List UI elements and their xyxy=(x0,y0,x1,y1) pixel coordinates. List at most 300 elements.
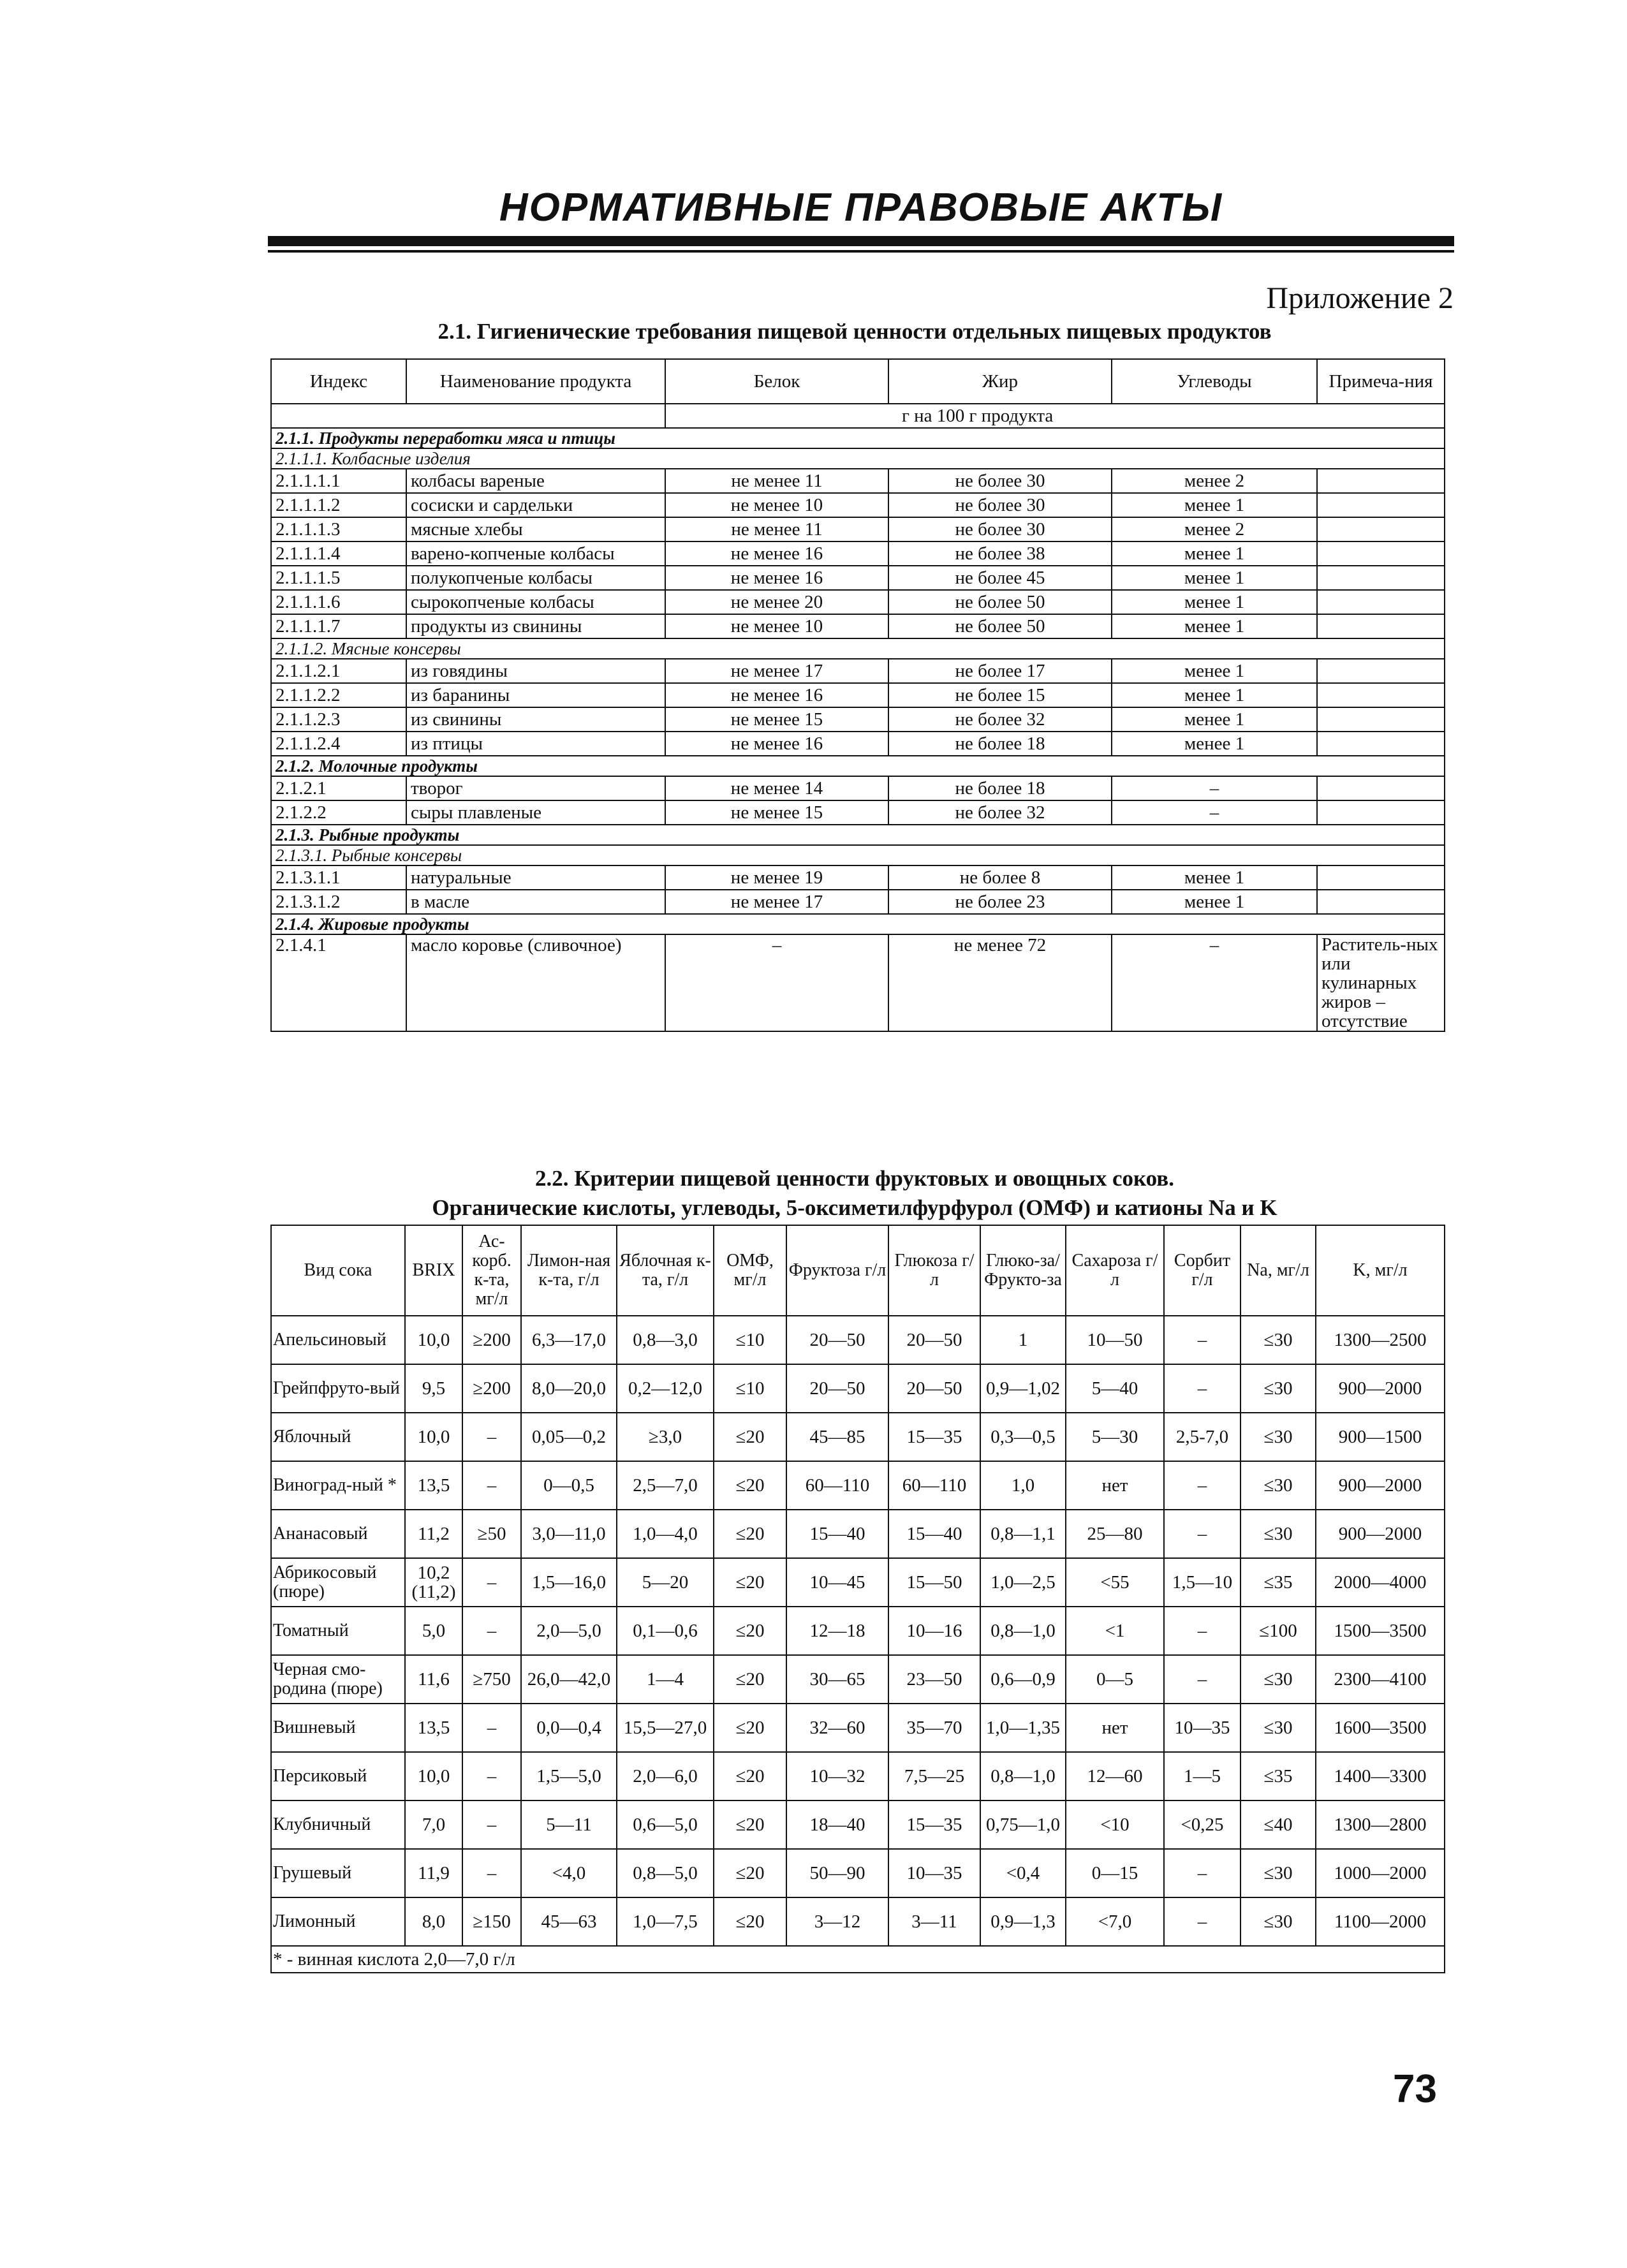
table2-cell: 900—2000 xyxy=(1316,1364,1445,1413)
table1-cell: 2.1.3.1.2 xyxy=(271,890,406,914)
table1-cell: менее 1 xyxy=(1112,614,1317,638)
table1-cell xyxy=(1317,683,1445,707)
table-row xyxy=(271,1752,1445,1800)
table2-cell: 6,3—17,0 xyxy=(521,1316,617,1364)
table1-cell: – xyxy=(665,934,888,1031)
table2-cell: 32—60 xyxy=(786,1704,888,1752)
table2-cell: ≤20 xyxy=(714,1607,786,1655)
table1-cell xyxy=(1317,590,1445,614)
table-row xyxy=(271,1364,1445,1413)
table2-cell: ≤20 xyxy=(714,1413,786,1461)
table1-cell: не менее 15 xyxy=(665,800,888,825)
table1-cell: менее 1 xyxy=(1112,732,1317,756)
table1-cell: не более 50 xyxy=(888,590,1112,614)
table2-cell: – xyxy=(462,1800,521,1849)
table2-header-cell: BRIX xyxy=(405,1225,462,1316)
table1-cell: не менее 10 xyxy=(665,493,888,517)
table2-cell: 13,5 xyxy=(405,1461,462,1510)
table1-cell: менее 1 xyxy=(1112,493,1317,517)
table2-cell: ≤35 xyxy=(1240,1558,1316,1607)
table1-cell: не менее 14 xyxy=(665,776,888,800)
table2-cell: ≤30 xyxy=(1240,1510,1316,1558)
table2-cell: <4,0 xyxy=(521,1849,617,1897)
table2-cell: <0,4 xyxy=(980,1849,1066,1897)
table1-cell: менее 1 xyxy=(1112,590,1317,614)
table1-cell xyxy=(1317,890,1445,914)
table2-cell: 1—4 xyxy=(617,1655,714,1704)
table2-cell: 2000—4000 xyxy=(1316,1558,1445,1607)
table1-cell: не менее 72 xyxy=(888,934,1112,1031)
table2-cell: Персиковый xyxy=(271,1752,405,1800)
table1-cell: сырокопченые колбасы xyxy=(406,590,665,614)
table2-header-cell: Глюко-за/ Фрукто-за xyxy=(980,1225,1066,1316)
table2-cell: Ананасовый xyxy=(271,1510,405,1558)
table1-cell: из свинины xyxy=(406,707,665,732)
table2-cell: 10—35 xyxy=(888,1849,980,1897)
table2-header-cell: Лимон-ная к-та, г/л xyxy=(521,1225,617,1316)
table2-cell: 60—110 xyxy=(888,1461,980,1510)
table1-cell: не менее 19 xyxy=(665,865,888,890)
table2-title xyxy=(268,1164,1441,1223)
table1-cell: не более 15 xyxy=(888,683,1112,707)
table2-footnote-row xyxy=(271,1946,1445,1973)
table1-header-cell: Индекс xyxy=(271,359,406,404)
table1-cell: не более 32 xyxy=(888,707,1112,732)
table1-section-row xyxy=(271,914,1445,934)
table1-cell: не более 30 xyxy=(888,517,1112,541)
table1-cell: из говядины xyxy=(406,659,665,683)
table2-cell: Грушевый xyxy=(271,1849,405,1897)
table2-cell: 1—5 xyxy=(1164,1752,1240,1800)
table2-cell: 15—35 xyxy=(888,1413,980,1461)
table2-cell: Грейпфруто-вый xyxy=(271,1364,405,1413)
table2-cell: – xyxy=(1164,1897,1240,1946)
table2-cell: 1600—3500 xyxy=(1316,1704,1445,1752)
table1-cell: 2.1.1.1.3 xyxy=(271,517,406,541)
table2-cell: 2300—4100 xyxy=(1316,1655,1445,1704)
table-row xyxy=(271,1316,1445,1364)
table2-cell: ≥200 xyxy=(462,1364,521,1413)
table2-cell: 1400—3300 xyxy=(1316,1752,1445,1800)
table1-cell: не более 17 xyxy=(888,659,1112,683)
table2-cell: 10,2 (11,2) xyxy=(405,1558,462,1607)
table-row xyxy=(271,1800,1445,1849)
table2-cell: ≤20 xyxy=(714,1655,786,1704)
table1-cell: не более 50 xyxy=(888,614,1112,638)
table2-cell: ≥3,0 xyxy=(617,1413,714,1461)
table2-cell: Вишневый xyxy=(271,1704,405,1752)
table2-cell: – xyxy=(1164,1316,1240,1364)
table1-section-label: 2.1.4. Жировые продукты xyxy=(271,914,1445,934)
table2-cell: 900—2000 xyxy=(1316,1510,1445,1558)
table1-header-cell: Примеча-ния xyxy=(1317,359,1445,404)
table1-cell: не менее 20 xyxy=(665,590,888,614)
table1-cell xyxy=(1317,493,1445,517)
table1-cell: не более 32 xyxy=(888,800,1112,825)
table1-header-cell: Углеводы xyxy=(1112,359,1317,404)
table2-header-cell: Ас-корб. к-та, мг/л xyxy=(462,1225,521,1316)
table2-cell: ≤30 xyxy=(1240,1364,1316,1413)
table2-cell: ≤35 xyxy=(1240,1752,1316,1800)
table1-cell: не менее 17 xyxy=(665,890,888,914)
table2-cell: 2,0—5,0 xyxy=(521,1607,617,1655)
table1-units-row xyxy=(271,404,1445,428)
table2-cell: – xyxy=(1164,1849,1240,1897)
table2-cell: <55 xyxy=(1066,1558,1164,1607)
table1-cell: не менее 16 xyxy=(665,541,888,566)
table2-cell: 15—35 xyxy=(888,1800,980,1849)
table-row xyxy=(271,566,1445,590)
table2-cell: 11,2 xyxy=(405,1510,462,1558)
table-row xyxy=(271,1461,1445,1510)
table-row xyxy=(271,469,1445,493)
table2-cell: ≤20 xyxy=(714,1558,786,1607)
table2-cell: 10—35 xyxy=(1164,1704,1240,1752)
table2-header-cell: Сахароза г/л xyxy=(1066,1225,1164,1316)
table2-cell: ≥150 xyxy=(462,1897,521,1946)
table2-cell: 0,0—0,4 xyxy=(521,1704,617,1752)
table1-cell xyxy=(1317,800,1445,825)
table2-cell: ≤40 xyxy=(1240,1800,1316,1849)
table2-cell: – xyxy=(1164,1655,1240,1704)
table1-section-label: 2.1.1.2. Мясные консервы xyxy=(271,638,1445,659)
table2-header-cell: Фруктоза г/л xyxy=(786,1225,888,1316)
table2-header-cell: ОМФ, мг/л xyxy=(714,1225,786,1316)
table2-header-cell: Вид сока xyxy=(271,1225,405,1316)
table1-cell: продукты из свинины xyxy=(406,614,665,638)
table2-cell: ≤30 xyxy=(1240,1849,1316,1897)
table2-cell: 1 xyxy=(980,1316,1066,1364)
table1-cell xyxy=(1317,707,1445,732)
table1-section-row xyxy=(271,756,1445,776)
table1-cell: 2.1.1.2.4 xyxy=(271,732,406,756)
table2-cell: 1,0—7,5 xyxy=(617,1897,714,1946)
table2-cell: 20—50 xyxy=(888,1316,980,1364)
table1-header-cell: Белок xyxy=(665,359,888,404)
table2-cell: Черная смо-родина (пюре) xyxy=(271,1655,405,1704)
table2-cell: ≤20 xyxy=(714,1752,786,1800)
table2-cell: <7,0 xyxy=(1066,1897,1164,1946)
table2-cell: 1,5—16,0 xyxy=(521,1558,617,1607)
page-header-title: НОРМАТИВНЫЕ ПРАВОВЫЕ АКТЫ xyxy=(499,186,1223,230)
table2-cell: 1300—2500 xyxy=(1316,1316,1445,1364)
table-row xyxy=(271,732,1445,756)
nutrition-requirements-table xyxy=(270,358,1445,1032)
table2-header-cell: Яблочная к-та, г/л xyxy=(617,1225,714,1316)
table1-cell: сыры плавленые xyxy=(406,800,665,825)
table2-cell: 0,1—0,6 xyxy=(617,1607,714,1655)
table1-subsection-row xyxy=(271,845,1445,865)
table2-title-line1: 2.2. Критерии пищевой ценности фруктовых и овощных соков. xyxy=(535,1166,1174,1191)
table2-cell: 10,0 xyxy=(405,1752,462,1800)
table2-cell: ≤30 xyxy=(1240,1655,1316,1704)
table1-cell xyxy=(1317,517,1445,541)
table2-cell: 10—32 xyxy=(786,1752,888,1800)
table2-cell: 13,5 xyxy=(405,1704,462,1752)
table1-cell xyxy=(1317,566,1445,590)
table-row xyxy=(271,683,1445,707)
table1-cell: 2.1.1.1.4 xyxy=(271,541,406,566)
table2-header-cell: Na, мг/л xyxy=(1240,1225,1316,1316)
table2-cell: – xyxy=(462,1461,521,1510)
table2-title-line2: Органические кислоты, углеводы, 5-оксиметилфурфурол (ОМФ) и катионы Na и K xyxy=(432,1195,1277,1220)
table2-cell: 7,0 xyxy=(405,1800,462,1849)
table1-cell: колбасы вареные xyxy=(406,469,665,493)
table1-units-spacer xyxy=(271,404,665,428)
table1-cell: 2.1.1.1.1 xyxy=(271,469,406,493)
table2-cell: 18—40 xyxy=(786,1800,888,1849)
header-rule xyxy=(268,236,1454,246)
table2-cell: 12—60 xyxy=(1066,1752,1164,1800)
table2-cell: – xyxy=(462,1413,521,1461)
table2-cell: ≤30 xyxy=(1240,1461,1316,1510)
table1-cell: 2.1.2.2 xyxy=(271,800,406,825)
table2-cell: Абрикосовый (пюре) xyxy=(271,1558,405,1607)
table2-cell: 10—16 xyxy=(888,1607,980,1655)
table1-cell xyxy=(1317,776,1445,800)
table1-cell: не более 18 xyxy=(888,776,1112,800)
table-row xyxy=(271,934,1445,1031)
table1-cell: не более 18 xyxy=(888,732,1112,756)
table2-cell: 10,0 xyxy=(405,1316,462,1364)
table1-cell xyxy=(1317,732,1445,756)
table1-units-cell: г на 100 г продукта xyxy=(665,404,1445,428)
table1-cell: – xyxy=(1112,776,1317,800)
table1-cell: не менее 16 xyxy=(665,732,888,756)
table1-cell: 2.1.1.2.3 xyxy=(271,707,406,732)
table-row xyxy=(271,1413,1445,1461)
table2-cell: 0,9—1,3 xyxy=(980,1897,1066,1946)
table1-cell: не менее 16 xyxy=(665,683,888,707)
table2-cell: 900—2000 xyxy=(1316,1461,1445,1510)
table2-cell: 0,8—3,0 xyxy=(617,1316,714,1364)
table-row xyxy=(271,1849,1445,1897)
table2-cell: ≥200 xyxy=(462,1316,521,1364)
table2-cell: 5—40 xyxy=(1066,1364,1164,1413)
table2-cell: ≤20 xyxy=(714,1897,786,1946)
header-rule-thin xyxy=(268,250,1454,253)
table1-cell: не более 38 xyxy=(888,541,1112,566)
table1-header-row xyxy=(271,359,1445,404)
table1-cell: сосиски и сардельки xyxy=(406,493,665,517)
table2-cell: 15—40 xyxy=(786,1510,888,1558)
table2-cell: 11,9 xyxy=(405,1849,462,1897)
table1-cell: не менее 16 xyxy=(665,566,888,590)
table1-cell: 2.1.1.2.2 xyxy=(271,683,406,707)
table2-cell: Апельсиновый xyxy=(271,1316,405,1364)
table1-header-cell: Жир xyxy=(888,359,1112,404)
appendix-label: Приложение 2 xyxy=(1266,281,1454,315)
table1-cell: варено-копченые колбасы xyxy=(406,541,665,566)
table2-cell: Лимонный xyxy=(271,1897,405,1946)
table2-cell: 0,75—1,0 xyxy=(980,1800,1066,1849)
table2-header-cell: Сорбит г/л xyxy=(1164,1225,1240,1316)
table2-cell: 0,8—1,1 xyxy=(980,1510,1066,1558)
table2-cell: 3—11 xyxy=(888,1897,980,1946)
table2-cell: 1,0—4,0 xyxy=(617,1510,714,1558)
table1-cell xyxy=(1317,614,1445,638)
juice-criteria-table xyxy=(270,1225,1445,1973)
table1-cell: 2.1.1.1.7 xyxy=(271,614,406,638)
table1-cell: не менее 17 xyxy=(665,659,888,683)
table1-cell: 2.1.2.1 xyxy=(271,776,406,800)
table1-cell xyxy=(1317,541,1445,566)
table1-cell: не более 23 xyxy=(888,890,1112,914)
table-row xyxy=(271,1704,1445,1752)
table1-cell: менее 1 xyxy=(1112,541,1317,566)
table2-cell: 2,5—7,0 xyxy=(617,1461,714,1510)
table2-header-cell: Глюкоза г/л xyxy=(888,1225,980,1316)
table-row xyxy=(271,707,1445,732)
table2-cell: 1,0—1,35 xyxy=(980,1704,1066,1752)
table1-cell xyxy=(1317,469,1445,493)
table2-cell: 10,0 xyxy=(405,1413,462,1461)
table2-cell: 20—50 xyxy=(786,1316,888,1364)
table1-cell: 2.1.1.1.5 xyxy=(271,566,406,590)
table1-cell: не более 45 xyxy=(888,566,1112,590)
table2-cell: – xyxy=(462,1607,521,1655)
table1-section-label: 2.1.1. Продукты переработки мяса и птицы xyxy=(271,428,1445,448)
table2-cell: ≤30 xyxy=(1240,1316,1316,1364)
table2-cell: ≤30 xyxy=(1240,1897,1316,1946)
table1-cell: масло коровье (сливочное) xyxy=(406,934,665,1031)
table1-cell: творог xyxy=(406,776,665,800)
table-row xyxy=(271,659,1445,683)
table1-cell: менее 2 xyxy=(1112,517,1317,541)
table2-cell: ≤20 xyxy=(714,1800,786,1849)
table2-cell: 23—50 xyxy=(888,1655,980,1704)
table2-cell: Томатный xyxy=(271,1607,405,1655)
table2-cell: 0—5 xyxy=(1066,1655,1164,1704)
table2-cell: 5,0 xyxy=(405,1607,462,1655)
table2-cell: 15—50 xyxy=(888,1558,980,1607)
table2-cell: нет xyxy=(1066,1704,1164,1752)
table2-cell: 20—50 xyxy=(786,1364,888,1413)
table1-section-label: 2.1.3.1. Рыбные консервы xyxy=(271,845,1445,865)
table2-cell: ≤10 xyxy=(714,1316,786,1364)
table2-cell: 0—15 xyxy=(1066,1849,1164,1897)
table2-cell: 26,0—42,0 xyxy=(521,1655,617,1704)
table-row xyxy=(271,1897,1445,1946)
table2-cell: 1,0 xyxy=(980,1461,1066,1510)
table2-cell: 0,6—0,9 xyxy=(980,1655,1066,1704)
table1-cell: из баранины xyxy=(406,683,665,707)
table2-cell: 12—18 xyxy=(786,1607,888,1655)
table2-cell: 10—45 xyxy=(786,1558,888,1607)
table2-cell: 0,2—12,0 xyxy=(617,1364,714,1413)
table2-cell: 900—1500 xyxy=(1316,1413,1445,1461)
table2-cell: ≤20 xyxy=(714,1510,786,1558)
table1-cell: менее 1 xyxy=(1112,566,1317,590)
table1-cell: – xyxy=(1112,934,1317,1031)
table-row xyxy=(271,1510,1445,1558)
table-row xyxy=(271,776,1445,800)
table1-cell: 2.1.1.2.1 xyxy=(271,659,406,683)
table2-cell: – xyxy=(1164,1607,1240,1655)
table1-section-label: 2.1.1.1. Колбасные изделия xyxy=(271,448,1445,469)
table2-cell: – xyxy=(462,1558,521,1607)
table2-cell: – xyxy=(1164,1364,1240,1413)
table1-cell: не менее 10 xyxy=(665,614,888,638)
table1-cell: мясные хлебы xyxy=(406,517,665,541)
table2-cell: – xyxy=(1164,1510,1240,1558)
table2-cell: 0,8—5,0 xyxy=(617,1849,714,1897)
table1-cell: менее 1 xyxy=(1112,683,1317,707)
table2-cell: 60—110 xyxy=(786,1461,888,1510)
table1-cell: 2.1.3.1.1 xyxy=(271,865,406,890)
table2-cell: ≤20 xyxy=(714,1704,786,1752)
table1-section-row xyxy=(271,428,1445,448)
table1-cell: из птицы xyxy=(406,732,665,756)
table2-cell: 15—40 xyxy=(888,1510,980,1558)
table2-cell: ≤100 xyxy=(1240,1607,1316,1655)
table2-cell: 8,0 xyxy=(405,1897,462,1946)
table1-cell: не более 8 xyxy=(888,865,1112,890)
table-row xyxy=(271,493,1445,517)
table1-subsection-row xyxy=(271,448,1445,469)
table2-cell: 0,6—5,0 xyxy=(617,1800,714,1849)
table2-cell: ≥750 xyxy=(462,1655,521,1704)
table2-cell: <0,25 xyxy=(1164,1800,1240,1849)
table-row xyxy=(271,865,1445,890)
table2-cell: 0—0,5 xyxy=(521,1461,617,1510)
table2-cell: 50—90 xyxy=(786,1849,888,1897)
table2-cell: нет xyxy=(1066,1461,1164,1510)
table2-cell: – xyxy=(1164,1461,1240,1510)
table2-footnote: * - винная кислота 2,0—7,0 г/л xyxy=(271,1946,1445,1973)
table-row xyxy=(271,517,1445,541)
table2-cell: 11,6 xyxy=(405,1655,462,1704)
table1-cell xyxy=(1317,659,1445,683)
table1-cell: натуральные xyxy=(406,865,665,890)
table2-cell: 10—50 xyxy=(1066,1316,1164,1364)
table1-cell xyxy=(1317,865,1445,890)
table2-cell: 5—30 xyxy=(1066,1413,1164,1461)
table2-cell: 1000—2000 xyxy=(1316,1849,1445,1897)
table1-cell: менее 1 xyxy=(1112,659,1317,683)
table2-cell: ≤20 xyxy=(714,1461,786,1510)
table1-cell: менее 2 xyxy=(1112,469,1317,493)
table2-cell: 2,0—6,0 xyxy=(617,1752,714,1800)
page-number: 73 xyxy=(1393,2067,1437,2111)
table2-cell: <10 xyxy=(1066,1800,1164,1849)
table1-header-cell: Наименование продукта xyxy=(406,359,665,404)
table-row xyxy=(271,800,1445,825)
table1-subsection-row xyxy=(271,638,1445,659)
table1-cell: полукопченые колбасы xyxy=(406,566,665,590)
table1-cell: не менее 15 xyxy=(665,707,888,732)
table1-cell: менее 1 xyxy=(1112,890,1317,914)
table1-section-label: 2.1.3. Рыбные продукты xyxy=(271,825,1445,845)
table2-cell: 3—12 xyxy=(786,1897,888,1946)
table2-header-cell: K, мг/л xyxy=(1316,1225,1445,1316)
table1-cell: 2.1.1.1.2 xyxy=(271,493,406,517)
table-row xyxy=(271,1655,1445,1704)
table1-cell: Раститель-ных или кулинарных жиров – отсутствие xyxy=(1317,934,1445,1031)
table2-cell: 45—63 xyxy=(521,1897,617,1946)
table2-cell: 1,5—10 xyxy=(1164,1558,1240,1607)
table2-cell: 1500—3500 xyxy=(1316,1607,1445,1655)
table1-cell: 2.1.1.1.6 xyxy=(271,590,406,614)
table1-cell: не более 30 xyxy=(888,469,1112,493)
table1-cell: не менее 11 xyxy=(665,469,888,493)
table2-cell: 2,5-7,0 xyxy=(1164,1413,1240,1461)
table2-cell: ≥50 xyxy=(462,1510,521,1558)
table1-cell: не более 30 xyxy=(888,493,1112,517)
table2-cell: 0,8—1,0 xyxy=(980,1752,1066,1800)
table2-cell: 25—80 xyxy=(1066,1510,1164,1558)
table2-cell: 5—20 xyxy=(617,1558,714,1607)
